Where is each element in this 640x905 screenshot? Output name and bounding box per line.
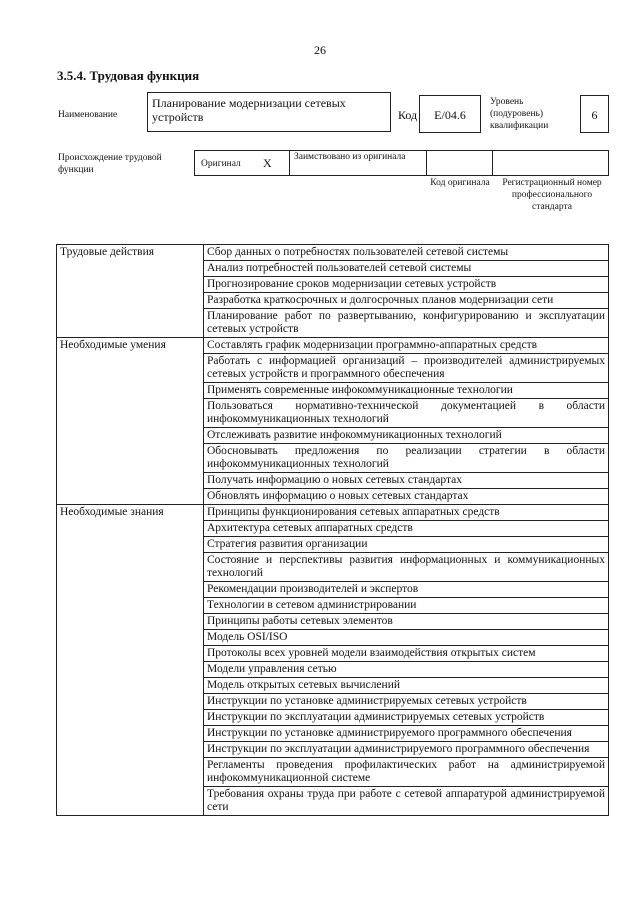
level-box [580, 95, 609, 133]
item-cell: Пользоваться нормативно-технической документацией в области инфокоммуникационных технологий [204, 399, 609, 428]
item-cell: Обновлять информацию о новых сетевых стандартах [204, 489, 609, 505]
item-cell: Регламенты проведения профилактических работ на администрируемой инфокоммуникационной системе [204, 758, 609, 787]
item-cell: Инструкции по установке администрируемых сетевых устройств [204, 694, 609, 710]
item-cell: Сбор данных о потребностях пользователей сетевой системы [204, 245, 609, 261]
item-cell: Рекомендации производителей и экспертов [204, 582, 609, 598]
category-cell: Трудовые действия [57, 245, 204, 338]
origin-label: Происхождение трудовой функции [58, 153, 162, 175]
item-cell: Стратегия развития организации [204, 537, 609, 553]
item-cell: Разработка краткосрочных и долгосрочных планов модернизации сети [204, 293, 609, 309]
original-code-cell [426, 150, 493, 176]
item-cell: Состояние и перспективы развития информационных и коммуникационных технологий [204, 553, 609, 582]
item-cell: Технологии в сетевом администрировании [204, 598, 609, 614]
item-cell: Инструкции по установке администрируемого программного обеспечения [204, 726, 609, 742]
code-value: E/04.6 [434, 108, 466, 122]
table-row [57, 505, 609, 521]
item-cell: Обосновывать предложения по реализации стратегии в области инфокоммуникационных технологий [204, 444, 609, 473]
code-label: Код [398, 108, 418, 122]
item-cell: Прогнозирование сроков модернизации сетевых устройств [204, 277, 609, 293]
page-number: 26 [314, 43, 326, 57]
item-cell: Требования охраны труда при работе с сетевой аппаратурой администрируемой сети [204, 787, 609, 816]
original-label: Оригинал [201, 159, 241, 169]
code-box [419, 95, 481, 133]
item-cell: Инструкции по эксплуатации администрируемых сетевых устройств [204, 710, 609, 726]
name-label: Наименование [58, 110, 118, 120]
level-value: 6 [591, 108, 598, 122]
borrowed-label: Заимствовано из оригинала [294, 152, 406, 162]
level-label: Уровень (подуровень) квалификации [490, 97, 549, 131]
item-cell: Составлять график модернизации программно-аппаратных средств [204, 338, 609, 354]
item-cell: Архитектура сетевых аппаратных средств [204, 521, 609, 537]
item-cell: Получать информацию о новых сетевых стандартах [204, 473, 609, 489]
item-cell: Применять современные инфокоммуникационные технологии [204, 383, 609, 399]
section-title: 3.5.4. Трудовая функция [57, 68, 200, 83]
item-cell: Работать с информацией организаций – производителей администрируемых сетевых устройств и программного обеспечения [204, 354, 609, 383]
table-row [57, 338, 609, 354]
original-code-caption: Код оригинала [430, 178, 490, 188]
labor-function-table [56, 244, 609, 816]
table-body [57, 245, 609, 816]
function-name: Планирование модернизации сетевых устройств [152, 96, 346, 124]
item-cell: Анализ потребностей пользователей сетевой системы [204, 261, 609, 277]
original-cell [194, 150, 290, 176]
item-cell: Отслеживать развитие инфокоммуникационных технологий [204, 428, 609, 444]
borrowed-cell [289, 150, 427, 176]
table-row [57, 245, 609, 261]
item-cell: Принципы работы сетевых элементов [204, 614, 609, 630]
registration-number-cell [492, 150, 609, 176]
item-cell: Модель OSI/ISO [204, 630, 609, 646]
item-cell: Модель открытых сетевых вычислений [204, 678, 609, 694]
original-mark: X [263, 156, 272, 170]
item-cell: Планирование работ по развертыванию, конфигурированию и эксплуатации сетевых устройств [204, 309, 609, 338]
category-cell: Необходимые умения [57, 338, 204, 505]
item-cell: Протоколы всех уровней модели взаимодействия открытых систем [204, 646, 609, 662]
item-cell: Принципы функционирования сетевых аппаратных средств [204, 505, 609, 521]
function-name-box [147, 92, 391, 132]
item-cell: Инструкции по эксплуатации администрируемого программного обеспечения [204, 742, 609, 758]
category-cell: Необходимые знания [57, 505, 204, 816]
registration-number-caption: Регистрационный номер профессионального стандарта [502, 178, 602, 212]
item-cell: Модели управления сетью [204, 662, 609, 678]
